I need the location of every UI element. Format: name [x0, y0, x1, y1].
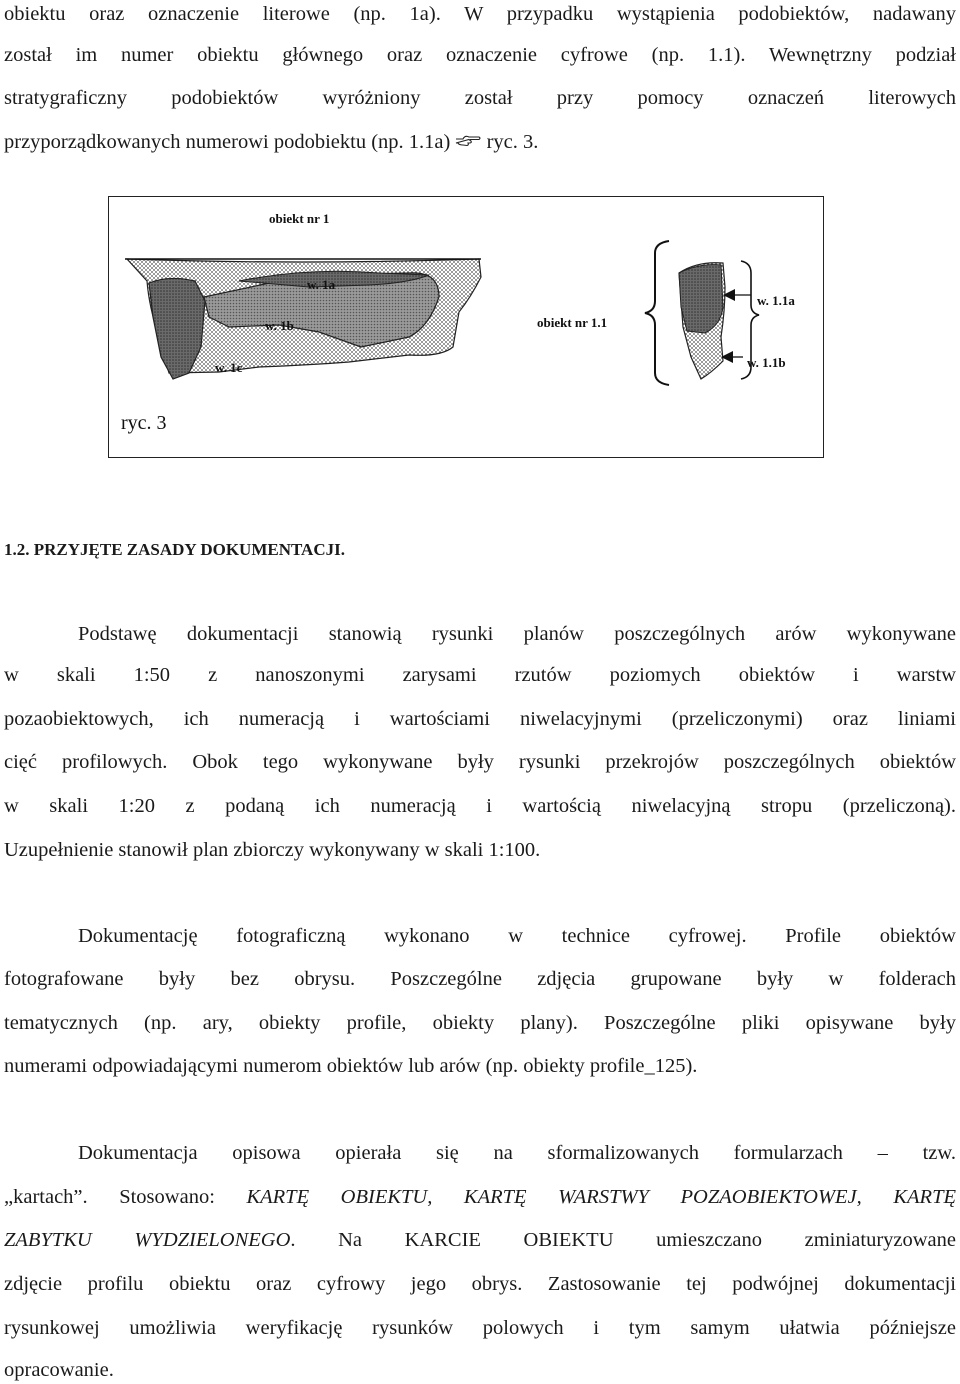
p3-line-1: Dokumentacja opisowa opierała się na sformalizowanych formularzach – tzw.: [78, 1142, 956, 1164]
p3-line-3: [4, 1226, 956, 1254]
figure-ryc-3: [108, 196, 824, 458]
p3-line-3-italic: ZABYTKU WYDZIELONEGO: [4, 1229, 291, 1251]
p2-line-2: fotografowane były bez obrysu. Poszczególne zdjęcia grupowane były w folderach: [4, 968, 956, 990]
label-w-1c: w. 1c: [215, 360, 243, 375]
p3-line-6: opracowanie.: [4, 1359, 114, 1381]
layer-1-1a-shape: [679, 265, 723, 333]
pointing-hand-icon: [455, 129, 481, 157]
intro-line-4: [4, 128, 956, 157]
p1-line-1: Podstawę dokumentacji stanowią rysunki planów poszczególnych arów wykonywane: [78, 623, 956, 645]
intro-line-4-end: ryc. 3.: [486, 131, 539, 153]
brace-left: [645, 241, 669, 385]
p2-line-1: Dokumentację fotograficzną wykonano w technice cyfrowej. Profile obiektów: [78, 925, 956, 947]
p1-line-2: w skali 1:50 z nanoszonymi zarysami rzutów poziomych obiektów i warstw: [4, 664, 956, 686]
p2-line-4: numerami odpowiadającymi numerom obiektów lub arów (np. obiekty profile_125).: [4, 1055, 698, 1077]
p1-line-3: pozaobiektowych, ich numeracją i wartościami niwelacyjnymi (przeliczonymi) oraz liniami: [4, 708, 956, 730]
p1-line-4: cięć profilowych. Obok tego wykonywane były rysunki przekrojów poszczególnych obiektów: [4, 751, 956, 773]
label-w-1b: w. 1b: [265, 318, 294, 333]
p1-line-5: w skali 1:20 z podaną ich numeracją i wartością niwelacyjną stropu (przeliczoną).: [4, 795, 956, 817]
p3-line-2-a: „kartach”. Stosowano:: [4, 1186, 247, 1208]
section-heading: 1.2. PRZYJĘTE ZASADY DOKUMENTACJI.: [4, 540, 345, 559]
p2-line-3: tematycznych (np. ary, obiekty profile, obiekty plany). Poszczególne pliki opisywane były: [4, 1012, 956, 1034]
p3-line-2: [4, 1183, 956, 1211]
p3-line-2-italic: KARTĘ OBIEKTU, KARTĘ WARSTWY POZAOBIEKTOWEJ, KARTĘ: [246, 1186, 956, 1208]
intro-line-4-start: przyporządkowanych numerowi podobiektu (np. 1.1a): [4, 131, 456, 153]
intro-line-2: został im numer obiektu głównego oraz oznaczenie cyfrowe (np. 1.1). Wewnętrzny podział: [4, 44, 956, 66]
p3-line-3-b: . Na KARCIE OBIEKTU umieszczano zminiaturyzowane: [290, 1229, 956, 1251]
p3-line-4: zdjęcie profilu obiektu oraz cyfrowy jego obrys. Zastosowanie tej podwójnej dokumentacji: [4, 1273, 956, 1295]
intro-line-1: obiektu oraz oznaczenie literowe (np. 1a). W przypadku wystąpienia podobiektów, nadawany: [4, 3, 956, 25]
figure-caption: ryc. 3: [121, 412, 167, 434]
p1-line-6: Uzupełnienie stanowił plan zbiorczy wykonywany w skali 1:100.: [4, 839, 541, 861]
label-w-1-1a: w. 1.1a: [757, 293, 795, 308]
figure-title: obiekt nr 1: [269, 211, 330, 226]
p3-line-5: rysunkowej umożliwia weryfikację rysunków polowych i tym samym ułatwia późniejsze: [4, 1317, 956, 1339]
label-w-1-1b: w. 1.1b: [747, 355, 786, 370]
intro-line-3: stratygraficzny podobiektów wyróżniony został przy pomocy oznaczeń literowych: [4, 87, 956, 109]
label-w-1a: w. 1a: [307, 277, 336, 292]
label-obiekt-1-1: obiekt nr 1.1: [537, 315, 608, 330]
